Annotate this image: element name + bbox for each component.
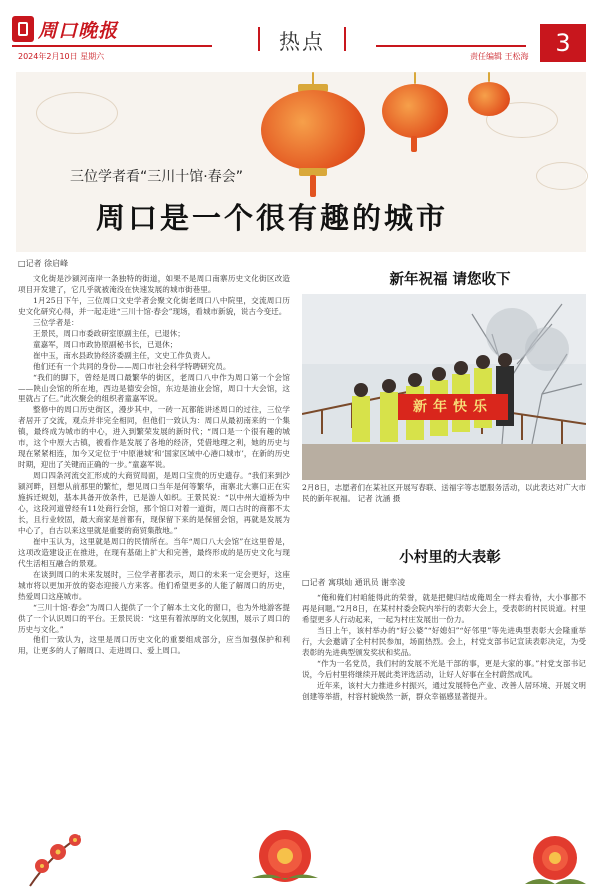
plum-blossom-icon [20,826,90,888]
paragraph: 王景民，周口市委政研室原副主任，已退休； [33,328,185,338]
paragraph: 他们还有一个共同的身份——周口市社会科学特聘研究员。 [33,361,231,371]
paragraph: 近年来，该村大力推进乡村振兴，通过发展特色产业、改善人居环境、开展文明创建等举措，村容村貌焕然一新，群众幸福感显著提升。 [302,680,586,701]
paragraph: “作为一名党员，我们村的发展不光是干部的事，更是大家的事。”村党支部书记说，今后村里将继续开展此类评选活动，让好人好事在全村蔚然成风。 [302,658,586,679]
lantern-icon [382,84,448,138]
paragraph: 他们一致认为，这里是周口历史文化的重要组成部分，应当加强保护和利用，让更多的人了解周口、走进周口、爱上周口。 [18,635,290,656]
lantern-icon [468,82,510,116]
lead-kicker: 三位学者看“三川十馆·春会” [70,169,243,185]
paragraph: 三位学者是： [33,317,79,327]
paragraph: 崔中玉，南水县政协经济委副主任，文史工作负责人。 [33,350,216,360]
greeting-banner: 新年快乐 [398,394,508,420]
photo-story-title: 新年祝福 请您收下 [389,272,511,288]
paragraph: 在谈到周口的未来发展时，三位学者都表示，周口的未来一定会更好，这座城市将以更加开放的姿态迎接八方来客。他们希望更多的人能了解周口的历史，热爱周口这座城市。 [18,569,290,601]
peony-icon [240,818,330,888]
lead-headline: 周口是一个很有趣的城市 [96,201,449,235]
paragraph: “三川十馆·春会”为周口人提供了一个了解本土文化的窗口，也为外地游客提供了一个认识周口的平台。王景民说：“这里有着浓厚的文化氛围，展示了周口的历史与文化。” [18,602,290,634]
peony-icon [520,826,590,888]
page-header [0,0,600,68]
masthead-mark-icon [12,16,34,42]
paragraph: 1月25日下午，三位周口文史学者会聚文化街老周口八中院里，交流周口历史文化研究心得，并一起走进“三川十馆·春会”现场，看城市新貌，说古今变迁。 [18,295,290,316]
section-bar-right [344,27,346,51]
page-number: 3 [540,24,586,62]
paragraph: 当日上午，该村举办的“好公婆”“好媳妇”“好邻里”等先进典型表彰大会隆重举行，大会邀请了全村村民参加，场面热烈。会上，村党支部书记宣读表彰决定，为受表彰的先进典型颁发奖状和奖品。 [302,625,586,657]
header-rule-left [12,45,212,47]
cloud-decoration [536,162,588,190]
paragraph: “俺和俺们村咱能得此的荣誉，就是把健归结成俺周全一样去看待，大小事都不再是问题。”2月8日，在某村村委会院内举行的表彰大会上，受表彰的村民说道。村里希望更多人行动起来，一起为村庄发展出一份力。 [302,593,586,624]
lantern-string [488,72,490,82]
header-rule-right [376,45,526,47]
section-bar-left [258,27,260,51]
cloud-decoration [36,92,118,134]
lantern-string [414,72,416,84]
section-name: 热点 [279,30,325,54]
photo-caption: 2月8日，志愿者们在某社区开展写春联、送福字等志愿服务活动，以此表达对广大市民的新年祝福。 记者 沈涵 摄 [302,483,586,503]
paragraph: 文化街是沙颍河南岸一条独特的街道，如果不是周口南寨历史文化街区改造项目开发建了，它几乎就被淹没在快速发展的城市街巷里。 [18,274,290,294]
paragraph: 童嘉军，周口市政协原副秘书长，已退休； [33,339,178,349]
paragraph: 崔中玉认为，这里就是周口的民情所在。当年“周口八大会馆”在这里曾是，这项改造建设正在推进，在现有基础上扩大和完善，最终形成的是历史文化与现代生活相互融合的景观。 [18,536,290,568]
lead-article-body [18,274,290,859]
masthead-logo [12,12,130,46]
second-story-body [302,593,586,823]
second-story-title: 小村里的大表彰 [399,550,501,566]
paragraph: 整修中的周口历史街区，漫步其中，一砖一瓦都能讲述周口的过往，三位学者居开了交流，观点并非完全相同，但他们一致认为：周口从最初南来的一个集镇，最终成为城市的中心，进入到繁荣发展的新时代；“周口是一个很有趣的城市，这个中原大古镇，被看作是发展了各地的经济，凭借地理之利，她的历史与现在紧紧相连，加今又定位于‘中原港城’和‘国家区域中心港口城市’，在新的历史时期，迎出了关键而正确的一步。”童嘉军说。 [18,405,290,470]
paragraph: “我们的脚下，曾经是周口最繁华的街区，老周口八中作为周口第一个会馆——陕山会馆的所在地，西边是德安会馆，东边是油业会馆，周口十大会馆，这里就占了仨。”此次聚会的组织者童嘉军说。 [18,372,290,404]
editor-credit: 责任编辑 王松海 [470,52,529,61]
lantern-tassel [411,136,417,152]
volunteers-photo-illustration [302,294,586,480]
paragraph: 周口四条河流交汇形成的大商贸局面，是周口宝贵的历史遗存。“我们来到沙颍河畔，回想从前那里的繁忙，想见周口当年是何等繁华，南寨北大寨口正在实施拆迁规划，基本具备开放条件，已是游人如织。王景民说：“以中州大道桥为中心，这段河道曾经有11处商行会馆，那个馆口对着一道街，周口古时的商都不太长，且行业较固，最大商家是首都有，现保留下来的是保留会馆，再就是发展为中心了，自古以来这里就是重要的商贸集散地。” [18,471,290,535]
second-story-byline: □记者 寓琪灿 通讯员 谢幸凌 [302,578,406,587]
lantern-icon [261,90,365,170]
lead-byline: □记者 徐启峰 [18,259,69,268]
dateline: 2024年2月10日 星期六 [18,52,105,61]
paper-name: 周口晚报 [38,20,119,42]
news-photo [302,294,586,480]
lantern-tassel [310,175,316,197]
